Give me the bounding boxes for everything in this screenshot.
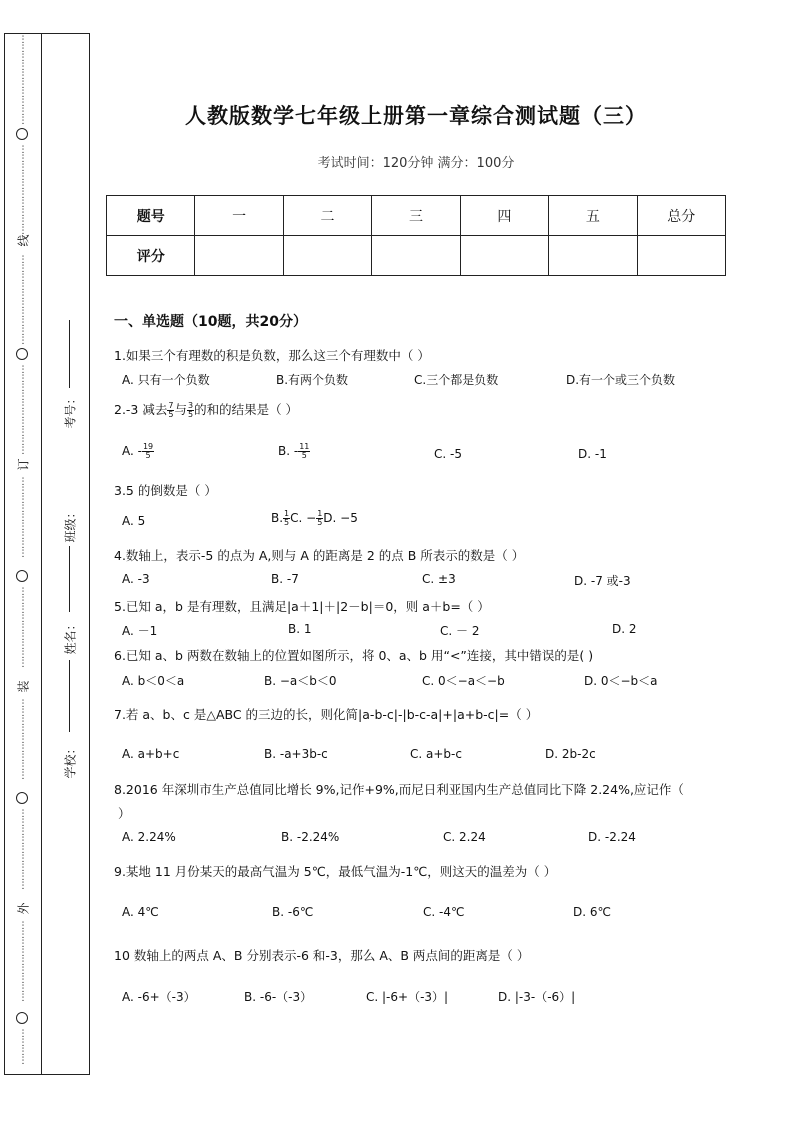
seal-dots: ⋮ ⋮ ⋮ ⋮ ⋮ ⋮ ⋮ ⋮ ⋮ ⋮ — [18, 365, 28, 456]
option-c[interactable]: C. -4℃ — [423, 905, 465, 919]
score-table — [106, 195, 726, 276]
option-b[interactable]: B. -6℃ — [272, 905, 314, 919]
question-9: 9.某地 11 月份某天的最高气温为 5℃，最低气温为-1℃，则这天的温差为（ ） — [114, 864, 557, 879]
fraction — [187, 402, 194, 419]
option-c[interactable]: C.三个都是负数 — [414, 373, 499, 387]
numerator: 3 — [187, 401, 194, 410]
denominator: 5 — [187, 410, 194, 419]
option-prefix: A. - — [122, 444, 142, 458]
option-b[interactable] — [278, 443, 310, 460]
option-a[interactable]: A. －1 — [122, 624, 158, 638]
option-d[interactable]: D. 2 — [612, 622, 637, 636]
score-input-cell[interactable] — [637, 236, 725, 276]
numerator: 1 — [284, 509, 290, 518]
option-a[interactable]: A. 5 — [122, 514, 146, 528]
option-c[interactable]: C. -5 — [434, 447, 462, 461]
option-prefix: B. - — [278, 444, 299, 458]
seal-dots: ⋮ ⋮ ⋮ ⋮ — [18, 1029, 28, 1066]
score-table-header-row — [107, 196, 726, 236]
seal-circle — [16, 792, 28, 804]
denominator: 5 — [284, 518, 290, 527]
option-d[interactable]: D. -7 或-3 — [574, 574, 631, 588]
seal-dots: ⋮ ⋮ ⋮ ⋮ ⋮ ⋮ ⋮ ⋮ ⋮ — [18, 477, 28, 559]
option-a[interactable]: A. -3 — [122, 572, 150, 586]
class-label: 班级： — [63, 506, 78, 543]
exam-number-line — [69, 320, 70, 388]
name-label: 姓名： — [63, 618, 78, 655]
option-a[interactable]: A. 只有一个负数 — [122, 373, 210, 387]
denominator: 5 — [168, 410, 174, 419]
denominator: 5 — [317, 518, 323, 527]
option-d[interactable]: D. -2.24 — [588, 830, 636, 844]
score-cell-header: 四 — [460, 196, 548, 236]
binding-margin-divider — [41, 33, 42, 1075]
option-c[interactable]: C. ±3 — [422, 572, 456, 586]
seal-circle — [16, 348, 28, 360]
seal-circle — [16, 128, 28, 140]
seal-circle — [16, 1012, 28, 1024]
school-field[interactable] — [58, 700, 82, 810]
option-bcd-group[interactable] — [271, 510, 358, 527]
exam-info: 考试时间：120分钟 满分：100分 — [317, 156, 515, 171]
option-b[interactable]: B. 1 — [288, 622, 312, 636]
fraction — [298, 443, 310, 460]
score-cell-label: 题号 — [107, 196, 195, 236]
option-d[interactable]: D. 2b-2c — [545, 747, 596, 761]
option-b[interactable]: B. −a＜b＜0 — [264, 674, 337, 688]
seal-line-column — [14, 36, 32, 1072]
option-a[interactable]: A. 2.24% — [122, 830, 176, 844]
question-2 — [114, 400, 298, 419]
score-input-cell[interactable] — [549, 236, 637, 276]
question-1: 1.如果三个有理数的积是负数，那么这三个有理数中（ ） — [114, 348, 430, 363]
option-b[interactable]: B. -7 — [271, 572, 299, 586]
option-b[interactable]: B. -2.24% — [281, 830, 340, 844]
option-c[interactable]: C. |-6+（-3）| — [366, 990, 449, 1004]
seal-dots: ⋮ ⋮ ⋮ ⋮ ⋮ ⋮ ⋮ ⋮ ⋮ ⋮ — [18, 145, 28, 236]
seal-dots: ⋮ ⋮ ⋮ ⋮ ⋮ ⋮ ⋮ ⋮ ⋮ — [18, 921, 28, 1003]
seal-word-line: 线 — [16, 234, 31, 247]
numerator: 7 — [168, 401, 174, 410]
option-c[interactable]: C. 0＜−a＜−b — [422, 674, 505, 688]
denominator: 5 — [145, 451, 151, 460]
option-a[interactable]: A. a+b+c — [122, 747, 180, 761]
option-a[interactable]: A. -6+（-3） — [122, 990, 196, 1004]
option-d: D. −5 — [323, 511, 358, 525]
seal-dots: ⋮ ⋮ ⋮ ⋮ ⋮ ⋮ ⋮ ⋮ ⋮ ⋮ — [18, 255, 28, 346]
score-cell-header: 总分 — [637, 196, 725, 236]
score-input-cell[interactable] — [195, 236, 283, 276]
numerator: 19 — [142, 442, 154, 451]
option-b[interactable]: B. -6-（-3） — [244, 990, 313, 1004]
question-7: 7.若 a、b、c 是△ABC 的三边的长，则化简|a-b-c|-|b-c-a|+|a+b-c|=（ ） — [114, 707, 539, 722]
numerator: 11 — [299, 442, 310, 451]
question-4: 4.数轴上，表示-5 的点为 A,则与 A 的距离是 2 的点 B 所表示的数是（ ） — [114, 548, 525, 563]
seal-dots: ⋮ ⋮ ⋮ ⋮ ⋮ ⋮ ⋮ ⋮ ⋮ — [18, 587, 28, 669]
option-b-prefix: B. — [271, 511, 284, 525]
numerator: 1 — [317, 509, 323, 518]
option-b[interactable]: B.有两个负数 — [276, 373, 349, 387]
option-c[interactable]: C. 2.24 — [443, 830, 486, 844]
seal-dots: ⋮ ⋮ ⋮ ⋮ ⋮ ⋮ ⋮ ⋮ ⋮ ⋮ — [18, 35, 28, 126]
seal-dots: ⋮ ⋮ ⋮ ⋮ ⋮ ⋮ ⋮ ⋮ ⋮ — [18, 699, 28, 781]
question-5: 5.已知 a，b 是有理数，且满足|a＋1|＋|2－b|＝0，则 a＋b=（ ） — [114, 599, 490, 614]
question-8: 8.2016 年深圳市生产总值同比增长 9%,记作+9%,而尼日利亚国内生产总值同比下降 2.24%,应记作（ — [114, 782, 684, 797]
option-d[interactable]: D. 0＜−b＜a — [584, 674, 658, 688]
denominator: 5 — [301, 451, 307, 460]
seal-word-bind: 装 — [16, 680, 31, 693]
question-2-part: 的和的结果是（ ） — [194, 402, 299, 417]
option-d[interactable]: D. -1 — [578, 447, 607, 461]
seal-word-order: 订 — [16, 458, 31, 471]
option-c[interactable]: C. a+b-c — [410, 747, 462, 761]
score-cell-header: 二 — [283, 196, 371, 236]
score-row-label: 评分 — [107, 236, 195, 276]
seal-circle — [16, 570, 28, 582]
name-field[interactable] — [58, 600, 82, 710]
option-b[interactable]: B. -a+3b-c — [264, 747, 328, 761]
score-cell-header: 三 — [372, 196, 460, 236]
option-c[interactable]: C. － 2 — [440, 624, 480, 638]
option-d[interactable]: D.有一个或三个负数 — [566, 373, 676, 387]
option-d[interactable]: D. 6℃ — [573, 905, 611, 919]
exam-number-label: 考号： — [63, 392, 78, 429]
score-input-cell[interactable] — [283, 236, 371, 276]
seal-word-outer: 外 — [16, 902, 31, 915]
page-title: 人教版数学七年级上册第一章综合测试题（三） — [185, 104, 647, 128]
fraction — [142, 443, 154, 460]
score-input-cell[interactable] — [460, 236, 548, 276]
exam-number-field[interactable] — [58, 320, 82, 460]
score-input-cell[interactable] — [372, 236, 460, 276]
class-field[interactable] — [58, 470, 82, 590]
option-a[interactable] — [122, 443, 154, 460]
question-3: 3.5 的倒数是（ ） — [114, 483, 217, 498]
score-cell-header: 一 — [195, 196, 283, 236]
question-2-part: 与 — [174, 402, 187, 417]
question-10: 10 数轴上的两点 A、B 分别表示-6 和-3，那么 A、B 两点间的距离是（ ） — [114, 948, 530, 963]
seal-dots: ⋮ ⋮ ⋮ ⋮ ⋮ ⋮ ⋮ ⋮ ⋮ — [18, 809, 28, 891]
question-2-part: 2.-3 减去 — [114, 402, 168, 417]
option-a[interactable]: A. b＜0＜a — [122, 674, 185, 688]
section-title: 一、单选题（10题，共20分） — [114, 314, 307, 330]
option-c-prefix: C. − — [290, 511, 317, 525]
school-label: 学校： — [63, 742, 78, 779]
option-d[interactable]: D. |-3-（-6）| — [498, 990, 576, 1004]
option-a[interactable]: A. 4℃ — [122, 905, 159, 919]
score-table-score-row — [107, 236, 726, 276]
question-8-cont: ） — [118, 806, 131, 821]
score-cell-header: 五 — [549, 196, 637, 236]
question-6: 6.已知 a、b 两数在数轴上的位置如图所示，将 0、a、b 用“<”连接，其中错误的是( ) — [114, 648, 594, 663]
